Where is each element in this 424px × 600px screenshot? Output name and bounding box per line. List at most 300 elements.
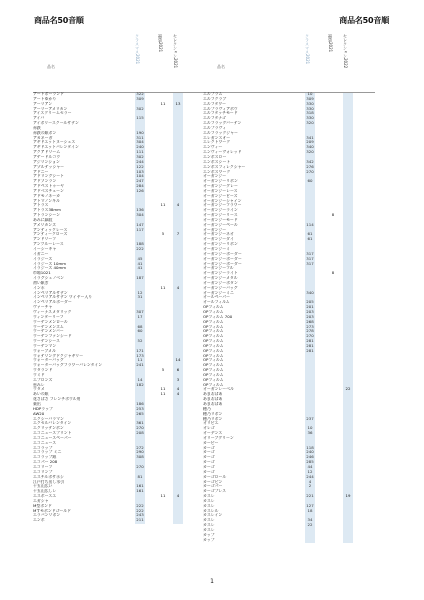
product-name: アトランシーン	[33, 213, 61, 218]
page-ref: 320	[306, 120, 314, 126]
product-name: エスボースエ	[33, 494, 57, 499]
product-name: OPフィルム	[203, 319, 224, 324]
page-ref: 10	[307, 425, 313, 431]
page-ref: 222	[136, 246, 144, 251]
product-name: 初い紙ぎ	[33, 280, 49, 285]
page-ref: 309	[136, 95, 144, 101]
page-ref: 34	[307, 517, 313, 523]
product-name: OPフィルム	[203, 348, 224, 353]
page-ref: 276	[306, 163, 314, 169]
product-name: ウーゲンメンロール	[33, 319, 68, 324]
product-name: オーガンジーダイ	[203, 237, 234, 242]
page-ref: 270	[136, 463, 144, 469]
page-ref: 14	[137, 376, 143, 382]
product-name: 江戸打ち出し水引	[33, 479, 65, 484]
page-ref: 265	[136, 410, 144, 416]
product-name: アゾルテッシャー	[33, 164, 65, 169]
product-name: ウタメ	[33, 387, 45, 392]
product-name: OPフィルム	[203, 339, 224, 344]
product-name: あまおばあ	[203, 402, 223, 406]
page-ref: 103	[136, 168, 144, 174]
name-column-header: 品名	[47, 64, 55, 69]
product-name: エプロンズ	[33, 377, 53, 382]
product-name: アギドエットヌーシェス	[33, 140, 76, 145]
page-ref: 111	[136, 149, 144, 155]
product-name: オーガンジーボタン	[203, 280, 238, 285]
page-ref: 320	[306, 149, 314, 155]
product-name: カーゴ	[203, 464, 215, 469]
product-name: カーゴプレス	[203, 489, 227, 494]
product-name: OPフィルム	[203, 377, 224, 382]
selection-ref: 5	[161, 367, 165, 373]
list-item	[33, 518, 205, 523]
selection-ref-2: 7	[176, 231, 180, 237]
product-name: エンボスシート	[203, 159, 231, 164]
product-name: オーガンジーレース	[203, 188, 238, 193]
product-name: エコラップ ミニ	[33, 450, 62, 455]
product-name: ウォーブメル	[33, 348, 56, 353]
page-ref: 41	[137, 260, 143, 266]
product-name: カーゴ	[203, 469, 215, 474]
page-ref: 340	[306, 289, 314, 295]
page-ref: 322	[136, 91, 144, 96]
product-name: 十五山広しレ	[33, 489, 57, 494]
product-name: OPフィルム 700	[203, 314, 233, 319]
product-name: M型ボンド	[33, 503, 52, 508]
page-ref: 60	[137, 328, 143, 334]
product-name: アンドリーフ	[33, 237, 56, 242]
product-name: OPフィルム	[203, 368, 224, 373]
page-ref: 342	[306, 158, 314, 164]
product-name: 穂乃	[203, 406, 211, 411]
product-name: オールフィルム	[203, 300, 230, 305]
page-ref: 118	[306, 444, 314, 450]
product-name: あまおばあ	[203, 397, 223, 402]
product-name: エコニュースペーパー	[33, 435, 72, 440]
page-ref: 208	[136, 430, 144, 436]
product-name: ウーゲンシース	[33, 339, 60, 344]
product-name: アメリカンズ	[33, 222, 56, 227]
page-ref: 340	[306, 144, 314, 150]
page-ref: 182	[136, 381, 144, 387]
product-name: アイバ	[33, 116, 45, 121]
product-name: エレクトワーク	[203, 140, 231, 145]
product-name: 市場1021	[33, 271, 51, 276]
product-name: ウィンターリーフ	[33, 314, 64, 319]
selection-ref-2: 4	[176, 284, 180, 290]
page-ref: 45	[137, 255, 143, 261]
product-name: アイスクリームセラー	[33, 111, 72, 116]
page-ref: 201	[306, 304, 314, 310]
product-name: OPフィルム	[203, 363, 224, 368]
page-ref: 44	[307, 463, 313, 469]
product-name: オールペーパー	[203, 295, 230, 300]
right-column-header	[203, 30, 375, 92]
product-name: イラジーズ 10mm	[33, 261, 67, 266]
product-name: エルフタッチモード	[203, 111, 238, 116]
product-name: オーガンジービーズ	[203, 193, 238, 198]
product-name: ウォーターバッグフラワーバレンタイン	[33, 363, 103, 368]
product-name: エクセルバレンタイン	[33, 421, 72, 426]
selection-ref-2: 22	[345, 386, 351, 392]
product-name: アンティックレース	[33, 227, 68, 232]
product-name: アゲードルコウ	[33, 154, 61, 159]
product-name: イラジーズ	[33, 256, 53, 261]
page-ref: 2	[308, 483, 312, 489]
selection-ref-2: 4	[176, 391, 180, 397]
selection-ref-2: 6	[176, 367, 180, 373]
product-name: OPフィルム	[203, 309, 224, 314]
page-ref: 278	[306, 328, 314, 334]
product-name: カーゴピン	[203, 479, 223, 484]
product-name: オーガンジーネオ	[203, 232, 234, 237]
product-name: イーシーキャ	[33, 247, 57, 251]
selection-ref: 11	[160, 493, 166, 499]
product-name: ウーゲンファンシード	[33, 334, 72, 339]
page-ref: 60	[307, 178, 313, 184]
page-ref: 186	[136, 401, 144, 406]
col-header-selection-2022: セレクション2022	[343, 34, 348, 69]
page-ref: 36	[307, 430, 313, 436]
product-name: カーゴ	[203, 445, 215, 450]
page-ref: 187	[136, 275, 144, 281]
product-name: オーガンジーボーダー	[203, 256, 242, 261]
product-name: OPフィルム	[203, 305, 224, 310]
product-name: カスレ	[203, 527, 215, 532]
product-name: エクシーバラマン	[33, 416, 64, 421]
page-ref: 240	[136, 144, 144, 150]
selection-ref-2: 13	[175, 100, 181, 106]
product-name: エンボスフィレクシャー	[203, 164, 246, 169]
page-ref: 281	[306, 342, 314, 348]
product-name: イラグシュノベン	[33, 276, 64, 281]
page-ref: 317	[306, 260, 314, 266]
product-name: HDPラップ	[33, 406, 53, 411]
product-name: OPフィルム	[203, 353, 224, 358]
page-ref: 281	[306, 338, 314, 344]
page-ref: 241	[136, 362, 144, 368]
product-name: 恵みレ	[33, 382, 45, 387]
product-name: インペリアルボーダー	[33, 300, 72, 305]
product-name: ウォーターバッグ	[33, 358, 64, 363]
page-ref: 268	[306, 318, 314, 324]
page-ref: 61	[307, 236, 313, 242]
product-name: インポ	[33, 285, 45, 290]
page-ref: 104	[136, 173, 144, 179]
product-name: エンヴィーヴォレッド	[203, 150, 242, 155]
col-header-christmas-2021: クラスマス2021	[135, 34, 140, 65]
product-name: カーゴパー	[203, 484, 223, 489]
page-ref: 285	[306, 459, 314, 465]
page-ref: 211	[136, 517, 144, 523]
product-name: カスレ	[203, 523, 215, 528]
page-ref: 12	[307, 468, 313, 474]
page-ref: 171	[136, 347, 144, 353]
product-name: エガシャ	[33, 498, 49, 503]
product-name: ウーゲンメンバー	[33, 329, 64, 334]
page-ref: 290	[136, 449, 144, 455]
left-column-header	[33, 30, 205, 92]
selection-ref: 11	[160, 202, 166, 208]
product-name: アーリアン	[33, 101, 53, 106]
product-name: アートボーランド	[33, 92, 65, 96]
product-name: エルフタワー	[203, 101, 227, 106]
product-name: あまおばあ	[203, 392, 223, 397]
page-ref: 221	[306, 493, 314, 499]
page-ref: 81	[137, 473, 143, 479]
product-name: オーガンジーメタル	[203, 276, 238, 281]
page-ref: 11	[137, 357, 143, 363]
page-ref: 273	[306, 323, 314, 329]
product-name: カスレ	[203, 494, 215, 499]
product-name: オーガンジーライト	[203, 271, 238, 276]
left-column-block	[33, 30, 205, 523]
page-ref: 270	[306, 333, 314, 339]
page-ref: 68	[137, 323, 143, 329]
product-name: カスレル	[203, 508, 219, 513]
product-name: アカネーガ	[33, 135, 53, 140]
product-name: インペリアルサテン	[33, 290, 68, 295]
product-name: 赤鉄	[33, 125, 41, 130]
product-name: アドニー	[33, 169, 49, 174]
product-name: カップ	[203, 537, 215, 542]
product-name: エラバンリボン	[33, 513, 61, 518]
page-ref: 10	[307, 91, 313, 96]
product-name: エンボスロー	[203, 154, 227, 159]
page-ref: 12	[137, 289, 143, 295]
page-ref: 126	[136, 187, 144, 193]
product-name: アギドエットバレンタイン	[33, 145, 79, 150]
product-name: オーガンジーリボン	[203, 242, 238, 247]
page-ref: 307	[136, 308, 144, 314]
selection-ref: 8	[331, 270, 335, 276]
product-name: アトマノンキル	[33, 198, 60, 203]
selection-ref: 11	[160, 100, 166, 106]
page-ref: 270	[306, 168, 314, 174]
right-product-list	[203, 92, 375, 542]
page-ref: 304	[136, 212, 144, 218]
page-ref: 52	[137, 338, 143, 344]
selection-ref-2: 3	[176, 376, 180, 382]
page-ref: 270	[136, 425, 144, 431]
selection-ref: 11	[160, 284, 166, 290]
page-ref: 318	[306, 110, 314, 116]
page-ref: 330	[306, 100, 314, 106]
product-name: OPフィルム	[203, 343, 224, 348]
page-ref: 253	[136, 405, 144, 411]
page-title-right: 商品名50音順	[339, 16, 389, 25]
product-name: オーガンジー	[203, 227, 227, 232]
page-ref: 309	[306, 95, 314, 101]
product-name: アドソンラン	[33, 179, 57, 184]
page-ref: 4	[308, 478, 312, 484]
page-ref: 247	[136, 178, 144, 184]
name-column-header: 品名	[217, 64, 225, 69]
product-name: アートゆかり	[33, 96, 57, 101]
product-name: アイボリースクールサテン	[33, 121, 79, 126]
product-name: 花さばさ フレンチボウル用	[33, 397, 81, 402]
right-column-block	[203, 30, 375, 542]
product-name: オーガンジーグレー	[203, 184, 238, 189]
product-name: あみに細段	[33, 217, 53, 222]
page-ref: 205	[306, 299, 314, 305]
list-item	[203, 538, 375, 543]
page-ref: 281	[306, 347, 314, 353]
product-name: アクアドリーム	[33, 150, 61, 155]
product-name: 十五山広い	[33, 484, 53, 489]
page-ref: 203	[306, 308, 314, 314]
product-name: カスレ	[203, 498, 215, 503]
product-name: オレゴ	[203, 426, 215, 431]
product-name: エコパー 208	[33, 460, 58, 465]
page-ref: 136	[136, 207, 144, 213]
page-ref: 127	[306, 502, 314, 508]
product-name: オーガンジーフラワー	[203, 203, 242, 208]
page-ref: 361	[136, 420, 144, 426]
page-ref: 308	[136, 454, 144, 460]
page-ref: 246	[306, 454, 314, 460]
product-name: オーガンジーリボン	[203, 179, 238, 184]
product-name: オーガンジーバッグ	[203, 285, 238, 290]
product-name: ウミド	[33, 372, 45, 377]
page-ref: 117	[136, 226, 144, 232]
page-ref: 244	[136, 158, 144, 164]
product-name: OPフィルム	[203, 358, 224, 363]
page-ref: 61	[307, 231, 313, 237]
page-ref: 190	[136, 129, 144, 135]
page-ref: 240	[306, 449, 314, 455]
product-name: OPフィルム	[203, 334, 224, 339]
page-ref: 209	[306, 139, 314, 145]
product-name: OPフィルム	[203, 382, 224, 387]
product-name: 薬出	[33, 402, 41, 406]
page-ref: 237	[306, 415, 314, 421]
selection-ref-2: 19	[345, 493, 351, 499]
page-ref: 311	[136, 134, 144, 140]
page-ref: 161	[136, 483, 144, 489]
page-ref: 41	[137, 265, 143, 271]
col-header-selection-2021: セレクション2021	[173, 34, 178, 69]
product-name: エルフラッグバーテン	[203, 121, 242, 126]
col-header-fukubukuro-2021: 福袋2021	[328, 34, 333, 53]
product-name: エスチルボサポシ	[33, 474, 64, 479]
product-name: AW20	[33, 411, 45, 416]
product-name: カーゴロール	[203, 474, 227, 479]
product-name: イガニー	[33, 251, 49, 256]
product-name: カービー	[203, 440, 219, 445]
page-ref: 161	[136, 488, 144, 494]
product-name: エコニュースプリント	[33, 431, 72, 436]
selection-ref-2: 4	[176, 202, 180, 208]
product-name: エコニュース	[33, 440, 57, 445]
selection-ref-2: 14	[175, 357, 181, 363]
product-name: 穂乃リボン	[203, 416, 223, 421]
page-ref: 147	[136, 221, 144, 227]
product-name: OPフィルム	[203, 329, 224, 334]
page-ref: 304	[136, 139, 144, 145]
page-ref: 330	[306, 105, 314, 111]
product-name: インペリアルサテン ワイヤー入り	[33, 295, 93, 300]
page-ref: 243	[136, 512, 144, 518]
product-name: カスレ	[203, 518, 215, 523]
product-name: エクリッテンボン	[33, 426, 64, 431]
product-name: エルフクラブ	[203, 96, 227, 101]
product-name: オーガンジー	[203, 174, 227, 179]
product-name: 赤鉄の紙ボン	[33, 130, 57, 135]
product-name: アトラス38mm	[33, 208, 61, 213]
product-name: ウーゲンメンズム	[33, 324, 64, 329]
product-name: アーリーアメリカン	[33, 106, 68, 111]
product-name: エンボスワーク	[203, 169, 231, 174]
product-name: ヴァーチャ	[33, 305, 53, 310]
product-name: カーゴ	[203, 455, 215, 460]
page-ref: 188	[136, 241, 144, 247]
product-name: アンツルーレース	[33, 242, 64, 247]
page-ref: 18	[307, 507, 313, 513]
product-name: エコリーフ	[33, 464, 53, 469]
page-ref: 114	[306, 221, 314, 227]
product-name: オーガンジーミ	[203, 247, 231, 251]
page-ref: 203	[306, 313, 314, 319]
product-name: アドモノネーカ	[33, 193, 60, 198]
page-ref: 302	[136, 105, 144, 111]
page-number: 1	[210, 578, 214, 585]
product-name: アンティークローズ	[33, 232, 68, 237]
selection-ref: 8	[331, 212, 335, 218]
page-ref: 302	[136, 153, 144, 159]
product-name: エコラップ	[33, 445, 53, 450]
page-ref: 244	[306, 473, 314, 479]
product-name: アドペストゥーヤ	[33, 184, 65, 189]
left-product-list	[33, 92, 205, 523]
page-title-left: 商品名50音順	[34, 16, 84, 25]
page-ref: 284	[136, 183, 144, 189]
product-name: エルプラム	[203, 92, 223, 96]
page-ref: 31	[137, 294, 143, 300]
product-name: エレガンスオー	[203, 135, 231, 140]
product-name: エコラップ紙	[33, 455, 57, 460]
product-name: カスレイン	[203, 513, 223, 518]
product-name: エンヴィー	[203, 145, 223, 150]
product-name: オーガンジーライン	[203, 208, 238, 213]
product-name: エルフラックジャー	[203, 130, 238, 135]
product-name: オーガンジーペール	[203, 222, 238, 227]
page-ref: 17	[137, 313, 143, 319]
product-name: オーガンジーフル	[203, 266, 234, 271]
product-name: アトラス	[33, 203, 49, 208]
product-name: オリビエ	[203, 421, 219, 426]
selection-ref-2: 4	[176, 386, 180, 392]
page-ref: 115	[136, 115, 144, 121]
selection-ref: 11	[160, 391, 166, 397]
product-name: ウーゲンマン	[33, 343, 57, 348]
product-name: オーガンジーボーダー	[203, 261, 242, 266]
page-ref: 222	[136, 502, 144, 508]
product-name: あいの紙	[33, 392, 49, 397]
product-name: エルプラヴィアボウ	[203, 106, 238, 111]
page-ref: 330	[306, 115, 314, 121]
product-name: カスレ	[203, 503, 215, 508]
product-name: オリーブグリーン	[203, 435, 234, 440]
product-name: オーデンス	[203, 431, 223, 436]
product-name: オーガンレーベル	[203, 387, 234, 392]
page-ref: 122	[136, 163, 144, 169]
product-name: アジリンション	[33, 159, 60, 164]
product-name: ヴィーナスメタリック	[33, 309, 72, 314]
page-ref: 317	[306, 255, 314, 261]
selection-ref: 5	[161, 231, 165, 237]
product-name: オーガンジーリース	[203, 213, 238, 218]
